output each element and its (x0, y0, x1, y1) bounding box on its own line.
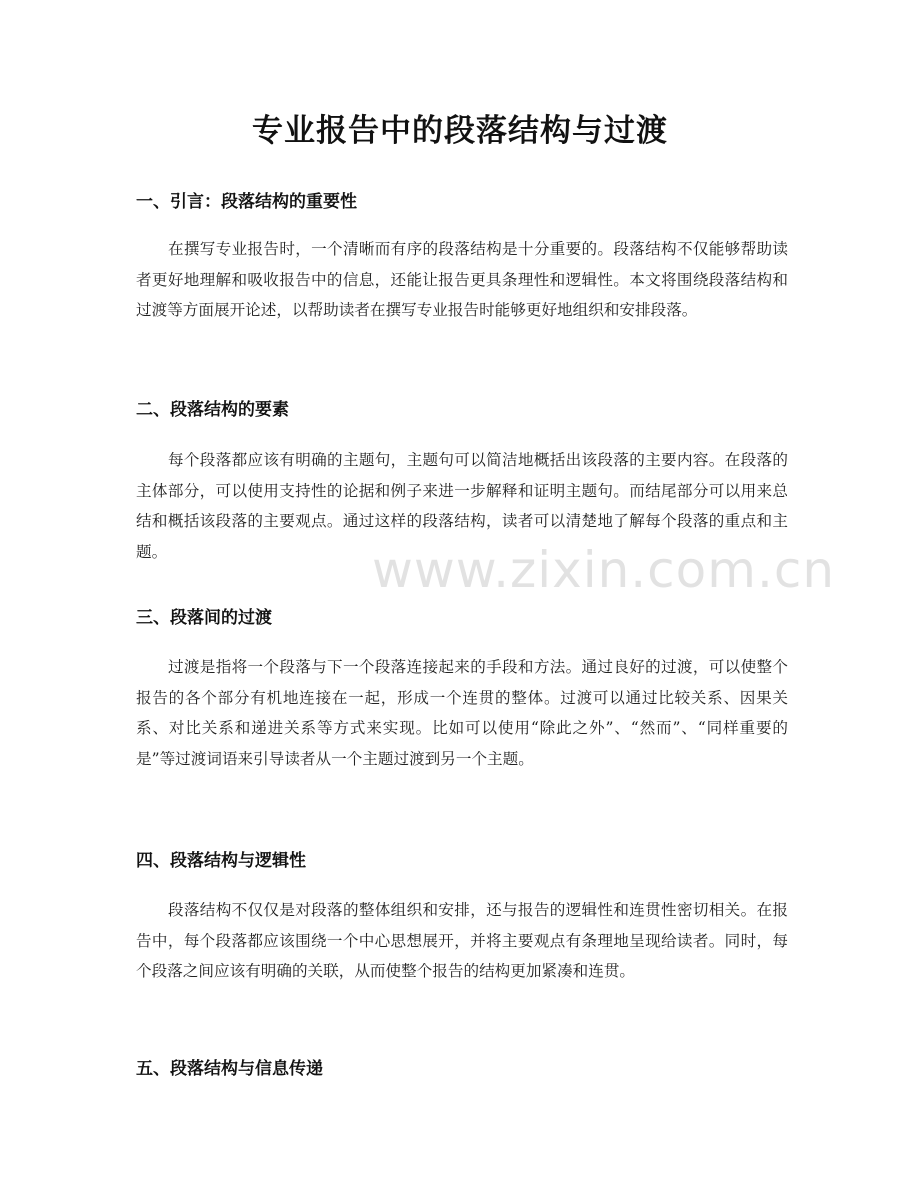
section-paragraph-3: 过渡是指将一个段落与下一个段落连接起来的手段和方法。通过良好的过渡，可以使整个报告的各个部分有机地连接在一起，形成一个连贯的整体。过渡可以通过比较关系、因果关系、对比关系和递进关系等方式来实现。比如可以使用“除此之外”、“然而”、“同样重要的是”等过渡词语来引导读者从一个主题过渡到另一个主题。 (136, 658, 788, 768)
section-heading-3: 三、段落间的过渡 (136, 608, 272, 628)
section-heading-1: 一、引言：段落结构的重要性 (136, 192, 357, 212)
section-heading-4: 四、段落结构与逻辑性 (136, 851, 306, 871)
section-heading-5: 五、段落结构与信息传递 (136, 1059, 323, 1079)
section-paragraph-1: 在撰写专业报告时，一个清晰而有序的段落结构是十分重要的。段落结构不仅能够帮助读者更好地理解和吸收报告中的信息，还能让报告更具条理性和逻辑性。本文将围绕段落结构和过渡等方面展开论述，以帮助读者在撰写专业报告时能够更好地组织和安排段落。 (136, 240, 788, 319)
watermark: www.zixin.com.cn (372, 541, 836, 599)
section-heading-2: 二、段落结构的要素 (136, 400, 289, 420)
document-title: 专业报告中的段落结构与过渡 (252, 113, 668, 149)
section-paragraph-2: 每个段落都应该有明确的主题句，主题句可以简洁地概括出该段落的主要内容。在段落的主体部分，可以使用支持性的论据和例子来进一步解释和证明主题句。而结尾部分可以用来总结和概括该段落的主要观点。通过这样的段落结构，读者可以清楚地了解每个段落的重点和主题。 (136, 451, 788, 561)
section-paragraph-4: 段落结构不仅仅是对段落的整体组织和安排，还与报告的逻辑性和连贯性密切相关。在报告中，每个段落都应该围绕一个中心思想展开，并将主要观点有条理地呈现给读者。同时，每个段落之间应该有明确的关联，从而使整个报告的结构更加紧凑和连贯。 (136, 901, 788, 980)
